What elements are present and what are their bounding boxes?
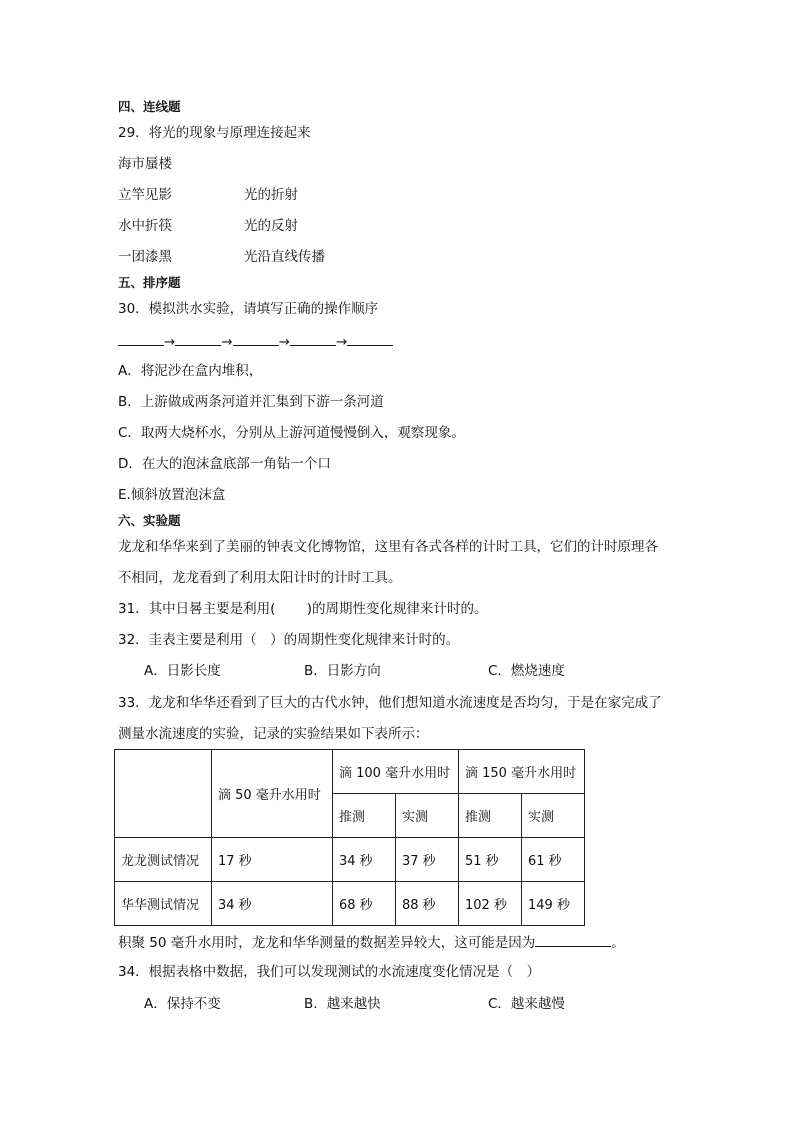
- match-left-3: 水中折筷: [118, 218, 172, 234]
- order-option-c: C．取两大烧杯水，分别从上游河道慢慢倒入，观察现象。: [118, 425, 465, 441]
- section-6-heading: 六、实验题: [118, 513, 181, 528]
- intro-line-2: 不相同，龙龙看到了利用太阳计时的计时工具。: [118, 570, 402, 586]
- q33-period: 。: [611, 935, 625, 951]
- order-answer-blanks[interactable]: [118, 331, 393, 351]
- match-right-1: 光的折射: [244, 187, 298, 203]
- table-cell: 102 秒: [459, 882, 522, 926]
- match-left-2: 立竿见影: [118, 187, 172, 203]
- header-150ml: 滴 150 毫升水用时: [459, 750, 585, 794]
- table-cell: 61 秒: [522, 838, 585, 882]
- table-cell: 51 秒: [459, 838, 522, 882]
- question-31: 31．其中日晷主要是利用( )的周期性变化规律来计时的。: [118, 601, 488, 617]
- question-30: 30．模拟洪水实验，请填写正确的操作顺序: [118, 301, 379, 317]
- q34-option-a[interactable]: A．保持不变: [144, 996, 221, 1012]
- q32-option-c[interactable]: C．燃烧速度: [488, 663, 565, 679]
- order-option-b: B．上游做成两条河道并汇集到下游一条河道: [118, 394, 384, 410]
- header-guess-100: 推测: [333, 794, 396, 838]
- order-option-d: D．在大的泡沫盒底部一角钻一个口: [118, 456, 331, 472]
- order-arrow: →: [335, 334, 348, 350]
- order-arrow: →: [221, 334, 233, 350]
- order-blank-4[interactable]: [290, 331, 336, 346]
- order-blank-3[interactable]: [233, 331, 279, 346]
- q32-option-b[interactable]: B．日影方向: [304, 663, 381, 679]
- table-cell: 34 秒: [333, 838, 396, 882]
- order-option-e: E.倾斜放置泡沫盒: [118, 487, 226, 503]
- table-corner-cell: [115, 750, 212, 838]
- question-29: 29．将光的现象与原理连接起来: [118, 125, 311, 141]
- section-5-heading: 五、排序题: [118, 275, 181, 290]
- order-arrow: →: [164, 334, 176, 350]
- intro-line-1: 龙龙和华华来到了美丽的钟表文化博物馆，这里有各式各样的计时工具，它们的计时原理各: [118, 539, 658, 555]
- q34-option-b[interactable]: B．越来越快: [304, 996, 381, 1012]
- question-34: 34．根据表格中数据，我们可以发现测试的水流速度变化情况是（ ）: [118, 964, 541, 980]
- header-actual-150: 实测: [522, 794, 585, 838]
- header-guess-150: 推测: [459, 794, 522, 838]
- q33-answer-blank[interactable]: [535, 932, 611, 947]
- table-cell: 88 秒: [396, 882, 459, 926]
- question-33-line-2: 测量水流速度的实验，记录的实验结果如下表所示：: [118, 726, 429, 742]
- order-option-a: A．将泥沙在盒内堆积，: [118, 363, 263, 379]
- table-row: [115, 882, 585, 926]
- order-blank-5[interactable]: [347, 331, 393, 346]
- header-50ml: 滴 50 毫升水用时: [212, 750, 333, 838]
- q33-sentence: 积聚 50 毫升水用时，龙龙和华华测量的数据差异较大，这可能是因为: [118, 935, 536, 951]
- section-4-heading: 四、连线题: [118, 99, 181, 114]
- q34-option-c[interactable]: C．越来越慢: [488, 996, 565, 1012]
- row-label: 龙龙测试情况: [115, 838, 212, 882]
- match-right-2: 光的反射: [244, 218, 298, 234]
- water-flow-table: [114, 749, 585, 926]
- match-right-3: 光沿直线传播: [244, 249, 325, 265]
- table-row: [115, 838, 585, 882]
- table-cell: 34 秒: [212, 882, 333, 926]
- table-cell: 37 秒: [396, 838, 459, 882]
- question-33-blank-line: [118, 932, 625, 952]
- table-cell: 149 秒: [522, 882, 585, 926]
- table-cell: 17 秒: [212, 838, 333, 882]
- order-blank-2[interactable]: [175, 331, 221, 346]
- order-blank-1[interactable]: [118, 331, 164, 346]
- row-label: 华华测试情况: [115, 882, 212, 926]
- question-33-line-1: 33．龙龙和华华还看到了巨大的古代水钟，他们想知道水流速度是否均匀，于是在家完成了: [118, 695, 662, 711]
- q32-option-a[interactable]: A．日影长度: [144, 663, 221, 679]
- match-left-1: 海市蜃楼: [118, 156, 172, 172]
- table-cell: 68 秒: [333, 882, 396, 926]
- header-actual-100: 实测: [396, 794, 459, 838]
- question-32: 32．圭表主要是利用（ ）的周期性变化规律来计时的。: [118, 632, 460, 648]
- header-100ml: 滴 100 毫升水用时: [333, 750, 459, 794]
- order-arrow: →: [278, 334, 290, 350]
- match-left-4: 一团漆黑: [118, 249, 172, 265]
